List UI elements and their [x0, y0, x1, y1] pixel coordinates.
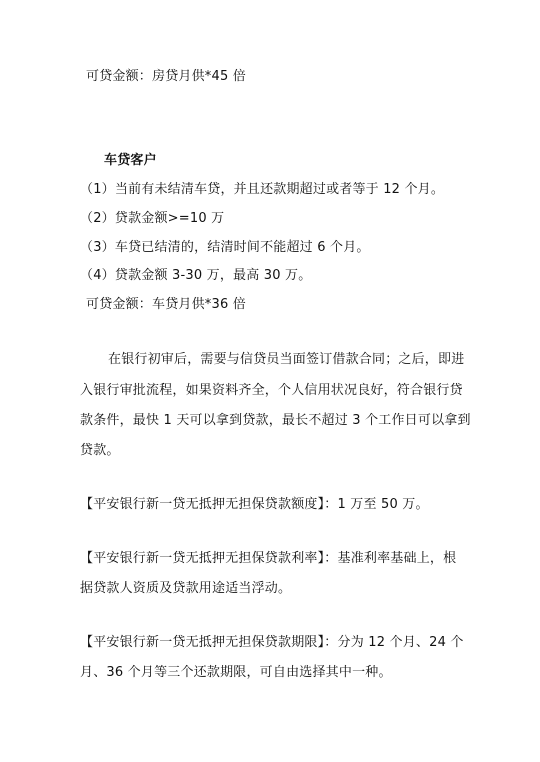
car-condition-2: （2）贷款金额>=10 万: [80, 211, 225, 226]
car-loan-heading: 车贷客户: [104, 153, 157, 168]
process-paragraph-line: 贷款。: [80, 443, 120, 458]
loan-rate-paragraph-line: 【平安银行新一贷无抵押无担保贷款利率】：基准利率基础上，根: [80, 551, 457, 566]
loan-limit-paragraph: 【平安银行新一贷无抵押无担保贷款额度】：1 万至 50 万。: [80, 497, 429, 512]
loan-term-paragraph-line: 月、36 个月等三个还款期限，可自由选择其中一种。: [80, 665, 392, 680]
process-paragraph-line: 入银行审批流程，如果资料齐全，个人信用状况良好，符合银行贷: [80, 383, 463, 398]
car-condition-1: （1）当前有未结清车贷，并且还款期超过或者等于 12 个月。: [80, 182, 445, 197]
loan-term-paragraph-line: 【平安银行新一贷无抵押无担保贷款期限】：分为 12 个月、24 个: [80, 635, 464, 650]
car-condition-4: （4）贷款金额 3-30 万，最高 30 万。: [80, 268, 312, 283]
process-paragraph-line: 在银行初审后，需要与信贷员当面签订借款合同；之后，即进: [108, 352, 465, 367]
car-loan-amount: 可贷金额：车贷月供*36 倍: [86, 297, 246, 312]
loan-rate-paragraph-line: 据贷款人资质及贷款用途适当浮动。: [80, 581, 292, 596]
house-loan-amount: 可贷金额：房贷月供*45 倍: [86, 69, 246, 84]
process-paragraph-line: 款条件，最快 1 天可以拿到贷款，最长不超过 3 个工作日可以拿到: [80, 413, 471, 428]
car-condition-3: （3）车贷已结清的，结清时间不能超过 6 个月。: [80, 240, 370, 255]
